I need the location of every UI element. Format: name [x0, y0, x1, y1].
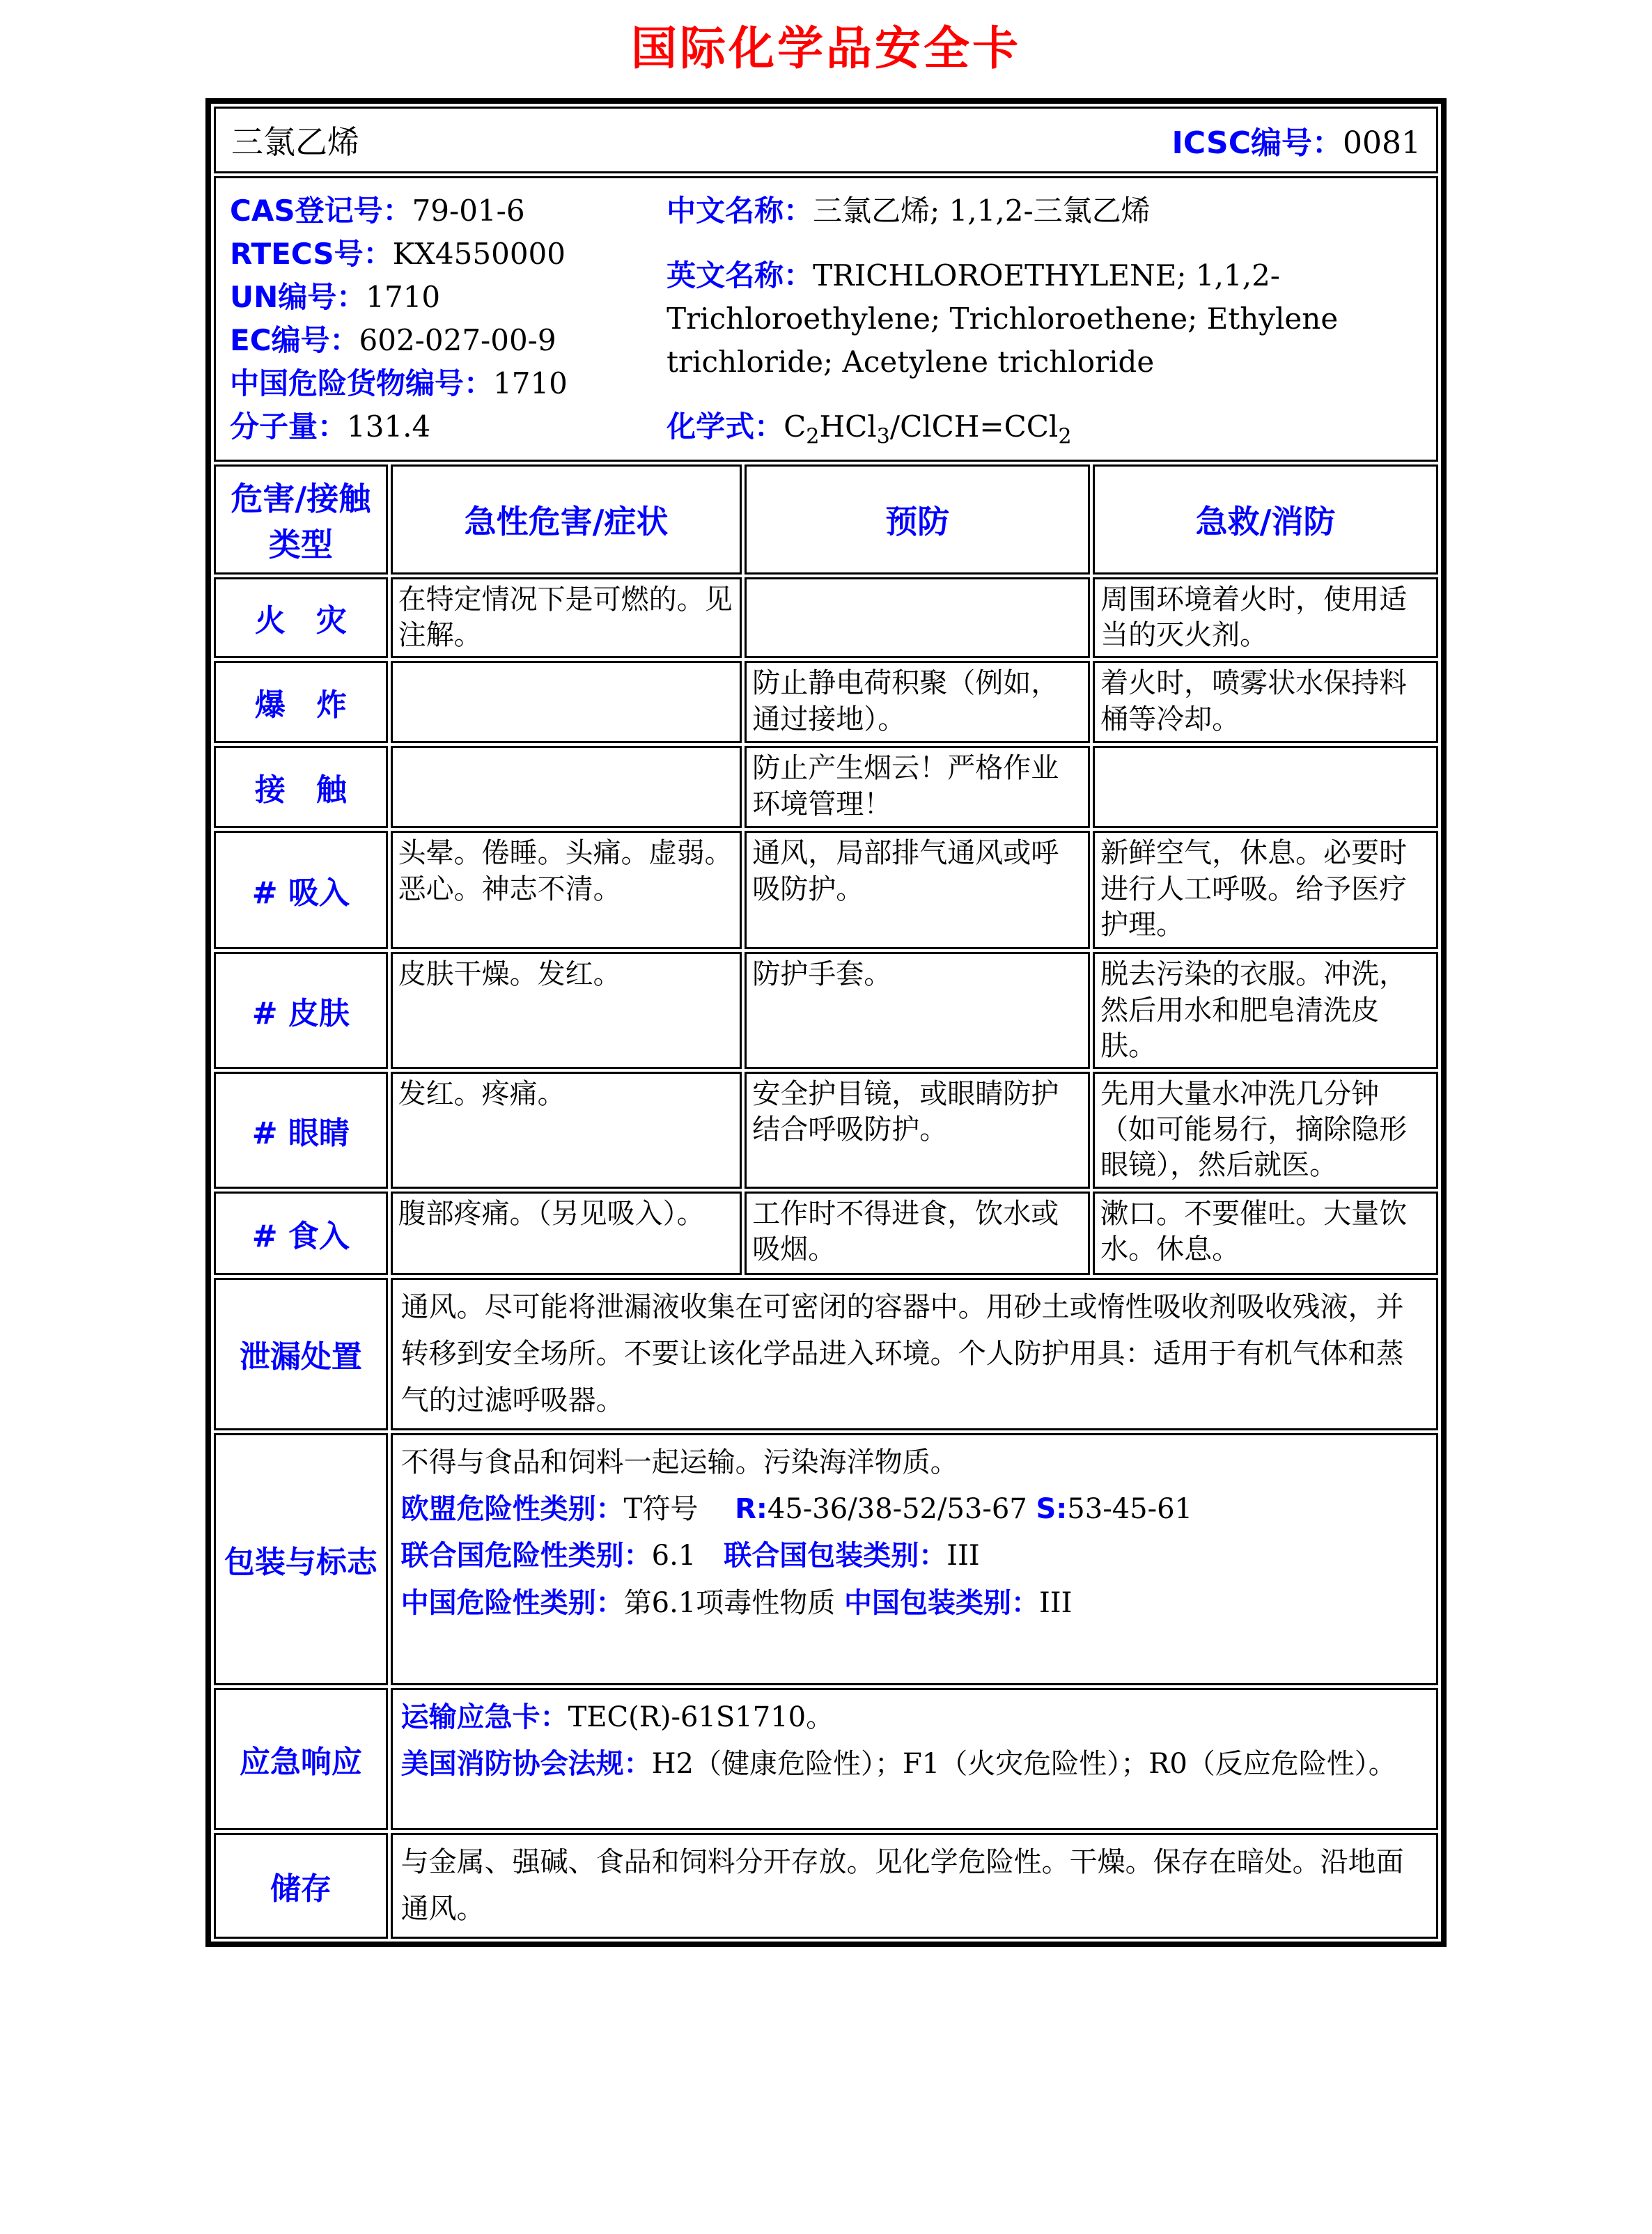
formula-line [667, 405, 1426, 448]
section-row [214, 1433, 1438, 1685]
section-line [401, 1839, 1428, 1932]
page [0, 11, 1652, 2234]
identifier-line [230, 233, 667, 276]
symptoms-cell: 发红。疼痛。 [391, 1072, 742, 1189]
section-content-cell [391, 1278, 1438, 1431]
section-label-cell: 包装与标志 [214, 1433, 388, 1685]
identifier-line [230, 405, 667, 448]
section-line [401, 1694, 1428, 1741]
formula-text: C [784, 409, 806, 444]
column-header-response: 急救/消防 [1093, 464, 1438, 575]
symptoms-cell: 皮肤干燥。发红。 [391, 952, 742, 1069]
field-value: 不得与食品和饲料一起运输。污染海洋物质。 [400, 1446, 958, 1479]
identifier-list [230, 189, 667, 448]
hazard-type-cell: # 皮肤 [214, 952, 388, 1069]
section-content-cell [391, 1688, 1438, 1830]
prevention-cell: 通风，局部排气通风或呼吸防护。 [745, 831, 1090, 949]
formula-text: HCl [819, 409, 877, 444]
hazard-header-section [214, 464, 1438, 575]
hazard-row [214, 577, 1438, 658]
formula-subscript: 2 [1058, 424, 1072, 449]
card-header [231, 117, 1421, 163]
section-line [401, 1486, 1428, 1533]
field-value: KX4550000 [392, 237, 566, 271]
hazard-row [214, 952, 1438, 1069]
formula-label: 化学式： [667, 409, 784, 444]
formula-text: /ClCH=CCl [889, 409, 1059, 444]
section-label-cell: 储存 [214, 1833, 388, 1939]
section-row [214, 1278, 1438, 1431]
field-value: T符号 [623, 1493, 735, 1526]
response-cell: 漱口。不要催吐。大量饮水。休息。 [1093, 1192, 1438, 1275]
card-header-section [214, 107, 1438, 462]
field-value: 53-45-61 [1067, 1493, 1193, 1526]
response-cell: 着火时，喷雾状水保持料桶等冷却。 [1093, 661, 1438, 743]
formula-subscript: 3 [876, 424, 890, 449]
icsc-card [205, 98, 1447, 1947]
section-line [401, 1284, 1428, 1425]
identifier-line [230, 319, 667, 362]
card-header-cell [214, 107, 1438, 173]
english-name-line [667, 254, 1426, 384]
section-label-cell: 应急响应 [214, 1688, 388, 1830]
hazard-type-cell: 接 触 [214, 746, 388, 828]
icsc-label: ICSC编号： [1171, 125, 1343, 161]
field-label: 美国消防协会法规： [400, 1748, 652, 1781]
hazard-row [214, 831, 1438, 949]
section-line [401, 1533, 1428, 1579]
response-cell: 脱去污染的衣服。冲洗，然后用水和肥皂清洗皮肤。 [1093, 952, 1438, 1069]
field-label: CAS登记号： [230, 194, 412, 228]
identifier-line [230, 276, 667, 319]
chinese-name-line [667, 189, 1426, 233]
section-line [401, 1439, 1428, 1486]
field-value: III [1039, 1586, 1073, 1619]
field-label: 联合国包装类别： [724, 1540, 947, 1572]
section-row [214, 1688, 1438, 1830]
hazard-header-row [214, 464, 1438, 575]
icsc-number-group [1172, 118, 1421, 162]
symptoms-cell: 腹部疼痛。（另见吸入）。 [391, 1192, 742, 1275]
field-label: UN编号： [230, 280, 366, 314]
field-label: 中国危险货物编号： [230, 366, 494, 400]
formula-subscript: 2 [806, 424, 820, 449]
field-value: 1710 [493, 366, 568, 400]
field-value: 第6.1项毒性物质 [623, 1586, 844, 1619]
symptoms-cell: 在特定情况下是可燃的。见注解。 [391, 577, 742, 658]
section-label-cell: 泄漏处置 [214, 1278, 388, 1431]
field-label: EC编号： [230, 323, 359, 357]
icsc-number: 0081 [1343, 125, 1421, 161]
page-title: 国际化学品安全卡 [631, 22, 1021, 75]
field-value: H2（健康危险性）；F1（火灾危险性）；R0（反应危险性）。 [651, 1748, 1396, 1781]
field-label: 中国危险性类别： [400, 1586, 624, 1619]
symptoms-cell [391, 746, 742, 828]
chinese-name-value: 三氯乙烯; 1,1,2-三氯乙烯 [813, 194, 1151, 228]
hazard-type-cell: # 吸入 [214, 831, 388, 949]
identification-row [214, 176, 1438, 462]
field-value: 1710 [366, 280, 441, 314]
english-name-label: 英文名称： [667, 258, 813, 292]
section-line [401, 1580, 1428, 1627]
field-value: III [946, 1540, 980, 1572]
card-header-row [214, 107, 1438, 173]
hazard-rows [214, 577, 1438, 1275]
field-label: 中国包装类别： [844, 1586, 1039, 1619]
identification-cell [214, 176, 1438, 462]
prevention-cell: 工作时不得进食，饮水或吸烟。 [745, 1192, 1090, 1275]
field-label: 运输应急卡： [400, 1701, 568, 1734]
section-rows [214, 1278, 1438, 1939]
column-header-prevention: 预防 [745, 464, 1090, 575]
field-label: 欧盟危险性类别： [400, 1493, 624, 1526]
section-line [401, 1741, 1428, 1788]
prevention-cell: 防止静电荷积聚（例如，通过接地）。 [745, 661, 1090, 743]
symptoms-cell: 头晕。倦睡。头痛。虚弱。恶心。神志不清。 [391, 831, 742, 949]
formula-value [784, 409, 1072, 449]
prevention-cell [745, 577, 1090, 658]
hazard-type-cell: 火 灾 [214, 577, 388, 658]
prevention-cell: 安全护目镜，或眼睛防护结合呼吸防护。 [745, 1072, 1090, 1189]
field-label: 联合国危险性类别： [400, 1540, 652, 1572]
hazard-row [214, 746, 1438, 828]
field-label: 分子量： [230, 409, 348, 444]
hazard-type-cell: # 食入 [214, 1192, 388, 1275]
field-value: 79-01-6 [412, 194, 525, 228]
hazard-row [214, 1072, 1438, 1189]
section-content-cell [391, 1833, 1438, 1939]
response-cell: 先用大量水冲洗几分钟（如可能易行，摘除隐形眼镜），然后就医。 [1093, 1072, 1438, 1189]
hazard-row [214, 661, 1438, 743]
chinese-name-label: 中文名称： [667, 194, 813, 228]
field-label: S: [1036, 1493, 1068, 1526]
name-list [667, 189, 1426, 448]
identifier-line [230, 189, 667, 233]
field-value: 131.4 [347, 409, 431, 444]
card-table [211, 104, 1441, 1942]
field-value: 与金属、强碱、食品和饲料分开存放。见化学危险性。干燥。保存在暗处。沿地面通风。 [400, 1846, 1404, 1926]
hazard-type-cell: 爆 炸 [214, 661, 388, 743]
column-header-symptoms: 急性危害/症状 [391, 464, 742, 575]
english-name-value: TRICHLOROETHYLENE; 1,1,2-Trichloroethylene; Trichloroethene; Ethylene trichloride; Acetylene trichloride [667, 258, 1339, 379]
prevention-cell: 防止产生烟云！严格作业环境管理！ [745, 746, 1090, 828]
response-cell [1093, 746, 1438, 828]
hazard-type-cell: # 眼睛 [214, 1072, 388, 1189]
response-cell: 新鲜空气，休息。必要时进行人工呼吸。给予医疗护理。 [1093, 831, 1438, 949]
hazard-row [214, 1192, 1438, 1275]
column-header-type: 危害/接触类型 [214, 464, 388, 575]
symptoms-cell [391, 661, 742, 743]
identification-section [230, 189, 1426, 448]
field-value: 45-36/38-52/53-67 [767, 1493, 1036, 1526]
field-label: RTECS号： [230, 237, 393, 271]
field-label: R: [735, 1493, 767, 1526]
identifier-line [230, 362, 667, 405]
field-value: TEC(R)-61S1710。 [568, 1701, 834, 1734]
prevention-cell: 防护手套。 [745, 952, 1090, 1069]
field-value: 通风。尽可能将泄漏液收集在可密闭的容器中。用砂土或惰性吸收剂吸收残液，并转移到安全场所。不要让该化学品进入环境。个人防护用具：适用于有机气体和蒸气的过滤呼吸器。 [400, 1290, 1404, 1416]
section-row [214, 1833, 1438, 1939]
chemical-name: 三氯乙烯 [231, 123, 359, 161]
field-value: 602-027-00-9 [359, 323, 556, 357]
response-cell: 周围环境着火时，使用适当的灭火剂。 [1093, 577, 1438, 658]
section-content-cell [391, 1433, 1438, 1685]
field-value: 6.1 [651, 1540, 724, 1572]
